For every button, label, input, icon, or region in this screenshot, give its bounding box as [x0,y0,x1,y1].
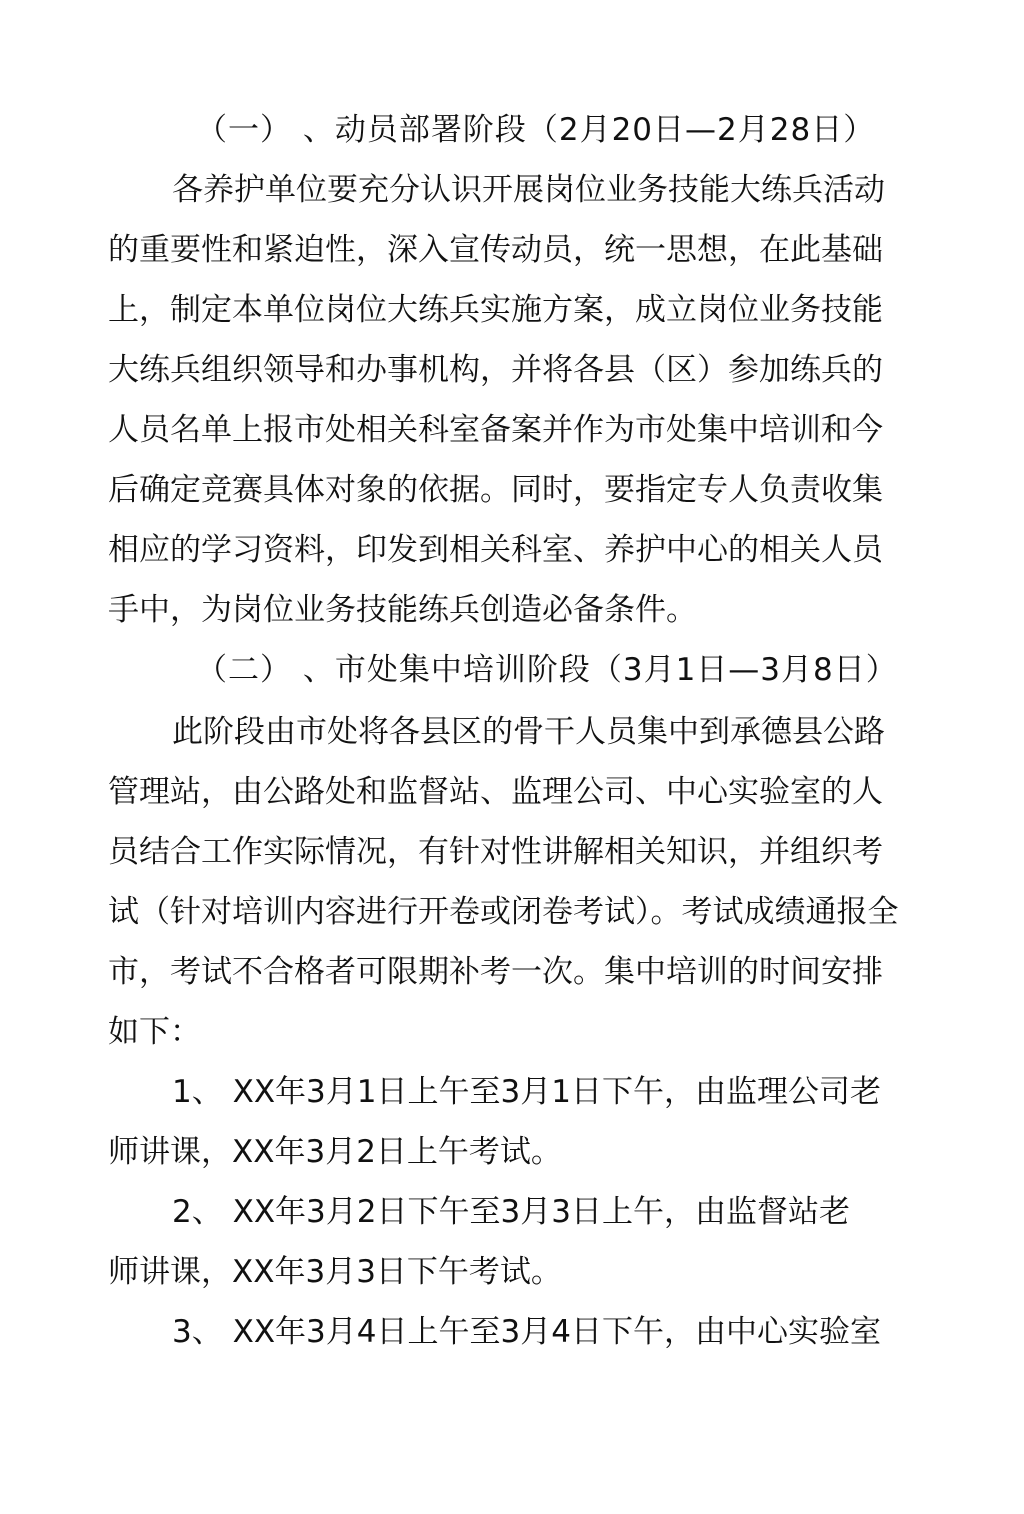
paragraph-line: 此阶段由市处将各县区的骨干人员集中到承德县公路 [172,714,885,750]
paragraph-line: 大练兵组织领导和办事机构，并将各县（区）参加练兵的 [108,352,883,388]
schedule-item-1: 1、 XX年3月1日上午至3月1日下午，由监理公司老 [172,1074,881,1110]
paragraph-line: 如下： [108,1014,201,1050]
schedule-item-1-continuation: 师讲课，XX年3月2日上午考试。 [108,1134,562,1170]
paragraph-line: 员结合工作实际情况，有针对性讲解相关知识，并组织考 [108,834,883,870]
paragraph-line: 管理站，由公路处和监督站、监理公司、中心实验室的人 [108,774,883,810]
paragraph-line: 手中，为岗位业务技能练兵创造必备条件。 [108,592,697,628]
paragraph-line: 相应的学习资料，印发到相关科室、养护中心的相关人员 [108,532,883,568]
paragraph-line: 各养护单位要充分认识开展岗位业务技能大练兵活动 [172,172,885,208]
schedule-item-2-continuation: 师讲课，XX年3月3日下午考试。 [108,1254,562,1290]
paragraph-line: 市，考试不合格者可限期补考一次。集中培训的时间安排 [108,954,883,990]
paragraph-line: 人员名单上报市处相关科室备案并作为市处集中培训和今 [108,412,883,448]
section-heading-1: （一） 、动员部署阶段（2月20日—2月28日） [196,112,876,148]
schedule-item-2: 2、 XX年3月2日下午至3月3日上午，由监督站老 [172,1194,850,1230]
paragraph-line: 上，制定本单位岗位大练兵实施方案，成立岗位业务技能 [108,292,883,328]
paragraph-line: 后确定竞赛具体对象的依据。同时，要指定专人负责收集 [108,472,883,508]
paragraph-line: 的重要性和紧迫性，深入宣传动员，统一思想，在此基础 [108,232,883,268]
paragraph-line: 试（针对培训内容进行开卷或闭卷考试）。考试成绩通报全 [108,894,899,930]
section-heading-2: （二） 、市处集中培训阶段（3月1日—3月8日） [196,652,898,688]
schedule-item-3: 3、 XX年3月4日上午至3月4日下午，由中心实验室 [172,1314,881,1350]
